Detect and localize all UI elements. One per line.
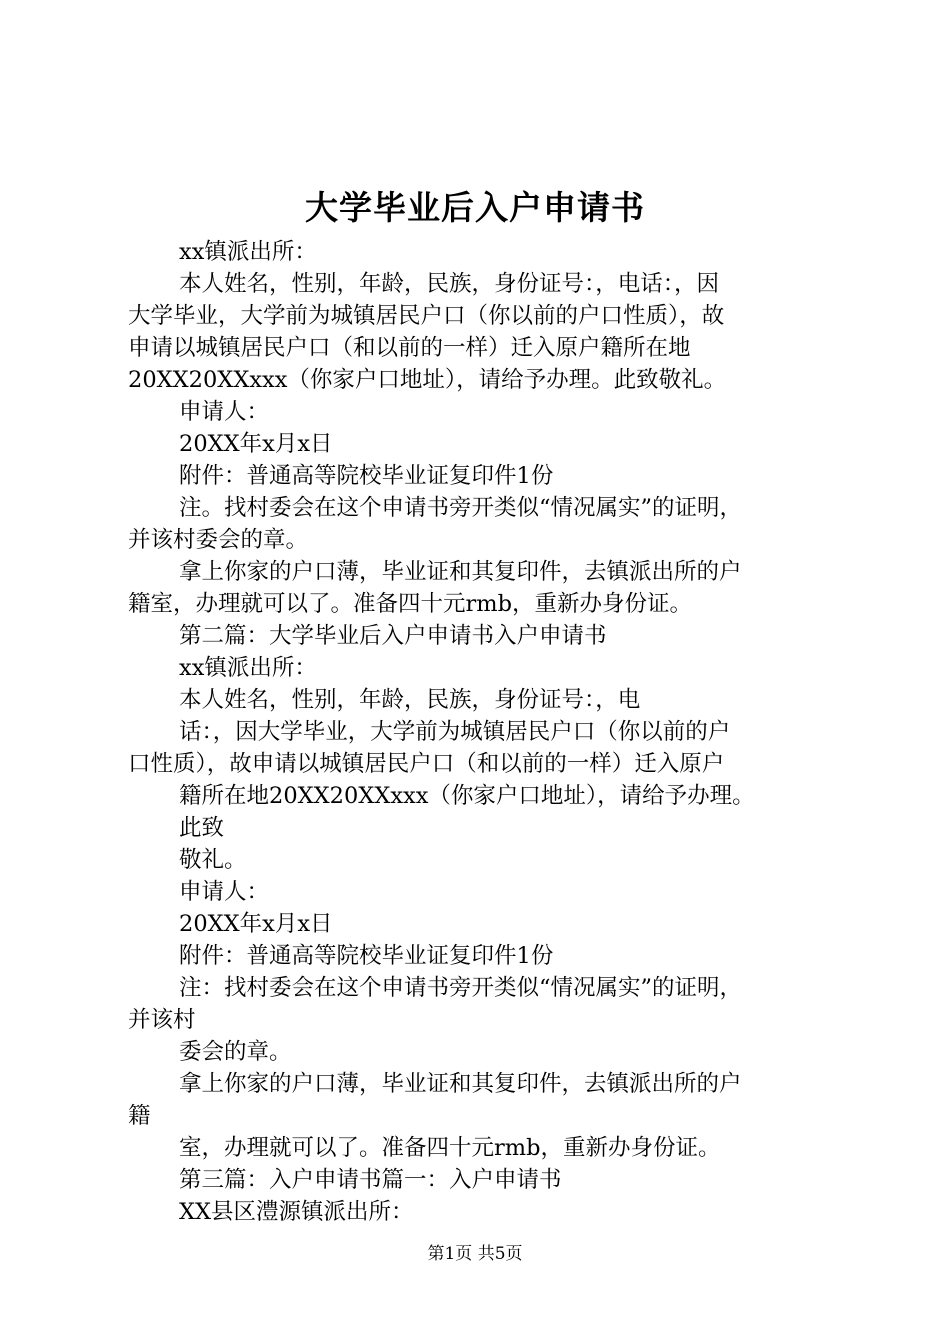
body-line: 20XX20XXxxx（你家户口地址），请给予办理。此致敬礼。 [128,367,727,393]
body-line: 注。找村委会在这个申请书旁开类似“情况属实”的证明， [179,495,743,521]
body-line: 20XX年x月x日 [179,911,333,937]
body-line: 20XX年x月x日 [179,431,333,457]
body-line: 口性质），故申请以城镇居民户口（和以前的一样）迁入原户 [128,751,725,777]
body-line: 室，办理就可以了。准备四十元rmb，重新办身份证。 [179,1135,721,1161]
body-line: 附件：普通高等院校毕业证复印件1份 [179,463,554,489]
body-line: XX县区澧源镇派出所： [179,1199,414,1225]
body-line: 拿上你家的户口薄，毕业证和其复印件，去镇派出所的户 [179,1071,742,1097]
body-line: 此致 [179,815,225,841]
body-line: xx镇派出所： [179,239,317,265]
page-footer: 第1页 共5页 [427,1244,523,1264]
body-line: 拿上你家的户口薄，毕业证和其复印件，去镇派出所的户 [179,559,742,585]
body-line: 第二篇：大学毕业后入户申请书入户申请书 [179,623,607,649]
body-line: 注：找村委会在这个申请书旁开类似“情况属实”的证明， [179,975,743,1001]
body-line: 申请人： [179,879,270,905]
body-line: 话：，因大学毕业，大学前为城镇居民户口（你以前的户 [179,719,731,745]
document-title: 大学毕业后入户申请书 [305,188,645,227]
body-line: 并该村委会的章。 [128,527,309,553]
body-line: 并该村 [128,1007,196,1033]
body-line: 委会的章。 [179,1039,292,1065]
body-line: 大学毕业，大学前为城镇居民户口（你以前的户口性质），故 [128,303,725,329]
document-body [128,236,848,1228]
body-line: 第三篇：入户申请书篇一：入户申请书 [179,1167,562,1193]
body-line: xx镇派出所： [179,655,317,681]
body-line: 本人姓名，性别，年龄，民族，身份证号：，电 [179,687,641,713]
body-line: 籍所在地20XX20XXxxx（你家户口地址），请给予办理。 [179,783,755,809]
body-line: 申请人： [179,399,270,425]
body-line: 附件：普通高等院校毕业证复印件1份 [179,943,554,969]
body-line: 籍室，办理就可以了。准备四十元rmb，重新办身份证。 [128,591,692,617]
body-line: 籍 [128,1103,151,1129]
body-line: 敬礼。 [179,847,247,873]
body-line: 申请以城镇居民户口（和以前的一样）迁入原户籍所在地 [128,335,691,361]
body-line: 本人姓名，性别，年龄，民族，身份证号：，电话：，因 [179,271,720,297]
